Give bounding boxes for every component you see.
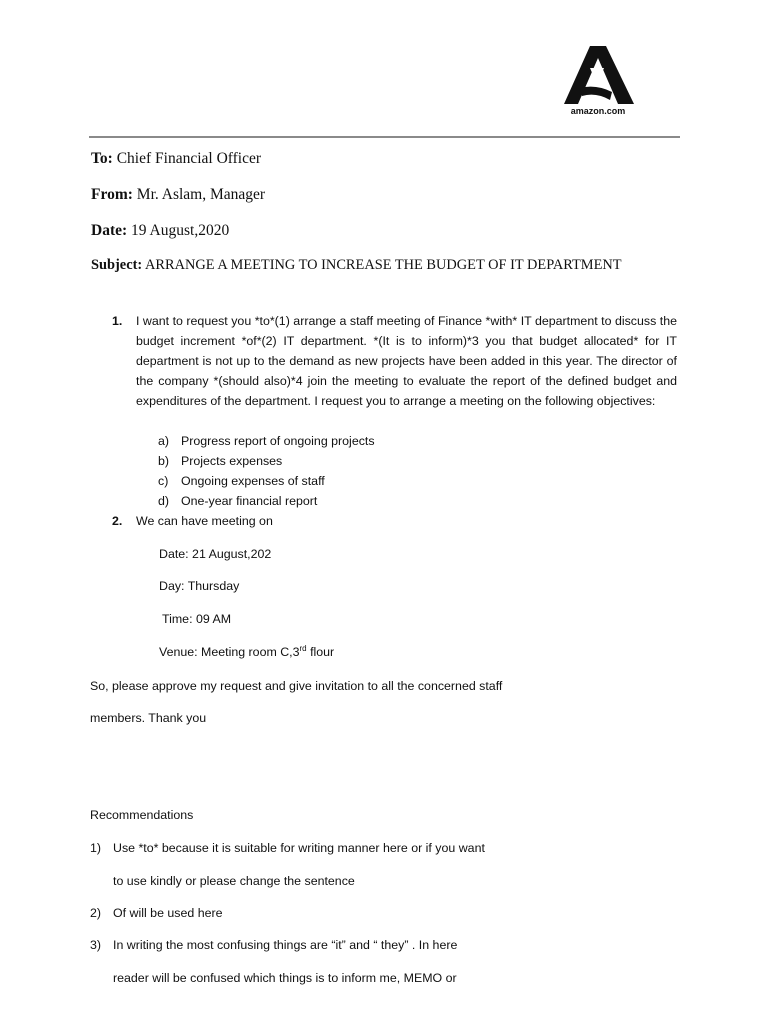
to-value: Chief Financial Officer: [116, 150, 262, 167]
objectives-list: [158, 431, 375, 511]
subject-label: Subject:: [91, 257, 143, 273]
objective-label: d): [158, 494, 170, 508]
memo-subject: [91, 257, 622, 274]
from-value: Mr. Aslam, Manager: [136, 186, 266, 203]
to-label: To:: [91, 150, 113, 167]
meeting-day: Day: Thursday: [159, 579, 240, 593]
recommendation-1-line-1: Use *to* because it is suitable for writing manner here or if you want: [113, 841, 485, 855]
recommendation-2-line-1: Of will be used here: [113, 906, 223, 920]
point-2-number: 2.: [112, 514, 123, 528]
objective-text: Ongoing expenses of staff: [181, 474, 325, 488]
memo-date: [91, 222, 229, 240]
objective-label: a): [158, 434, 170, 448]
objective-label: c): [158, 474, 169, 488]
objective-text: Projects expenses: [181, 454, 283, 468]
point-2-text: We can have meeting on: [136, 514, 273, 528]
recommendation-3-line-2: reader will be confused which things is to inform me, MEMO or: [113, 971, 457, 985]
subject-value: ARRANGE A MEETING TO INCREASE THE BUDGET OF IT DEPARTMENT: [144, 257, 622, 273]
amazon-logo: [560, 44, 636, 116]
objective-text: One-year financial report: [181, 494, 318, 508]
venue-prefix: Venue: Meeting room C,3: [159, 645, 300, 659]
amazon-a-logo-icon: [560, 44, 636, 106]
list-item: [158, 491, 375, 511]
meeting-time: Time: 09 AM: [162, 612, 232, 626]
meeting-venue: [159, 642, 334, 662]
recommendation-3-line-1: In writing the most confusing things are “it” and “ they” . In here: [113, 938, 458, 952]
recommendations-heading: Recommendations: [90, 808, 194, 822]
recommendation-2-label: 2): [90, 906, 102, 920]
from-label: From:: [91, 186, 133, 203]
recommendation-1-label: 1): [90, 841, 102, 855]
logo-caption: amazon.com: [570, 106, 626, 116]
memo-from: [91, 186, 265, 204]
header-divider: [89, 136, 680, 138]
objective-text: Progress report of ongoing projects: [181, 434, 375, 448]
date-label: Date:: [91, 222, 128, 239]
closing-line-1: So, please approve my request and give invitation to all the concerned staff: [90, 679, 503, 693]
list-item: [158, 451, 375, 471]
closing-line-2: members. Thank you: [90, 711, 207, 725]
date-value: 19 August,2020: [131, 222, 230, 239]
list-item: [158, 431, 375, 451]
list-item: [158, 471, 375, 491]
memo-to: [91, 150, 261, 168]
meeting-date: Date: 21 August,202: [159, 547, 272, 561]
venue-superscript: rd: [299, 643, 307, 653]
venue-suffix: flour: [306, 645, 335, 659]
recommendation-3-label: 3): [90, 938, 102, 952]
recommendation-1-line-2: to use kindly or please change the sentence: [113, 874, 355, 888]
objective-label: b): [158, 454, 170, 468]
point-1-number: 1.: [112, 314, 123, 328]
point-1-text: I want to request you *to*(1) arrange a staff meeting of Finance *with* IT department to discuss the budget increment *of*(2) IT department. *(It is to inform)*3 you that budget allocated* for IT department is not up to the demand as new projects have been added in this year. The director of the company *(should also)*4 join the meeting to evaluate the report of the defined budget and expenditures of the department. I request you to arrange a meeting on the following objectives:: [136, 314, 677, 408]
